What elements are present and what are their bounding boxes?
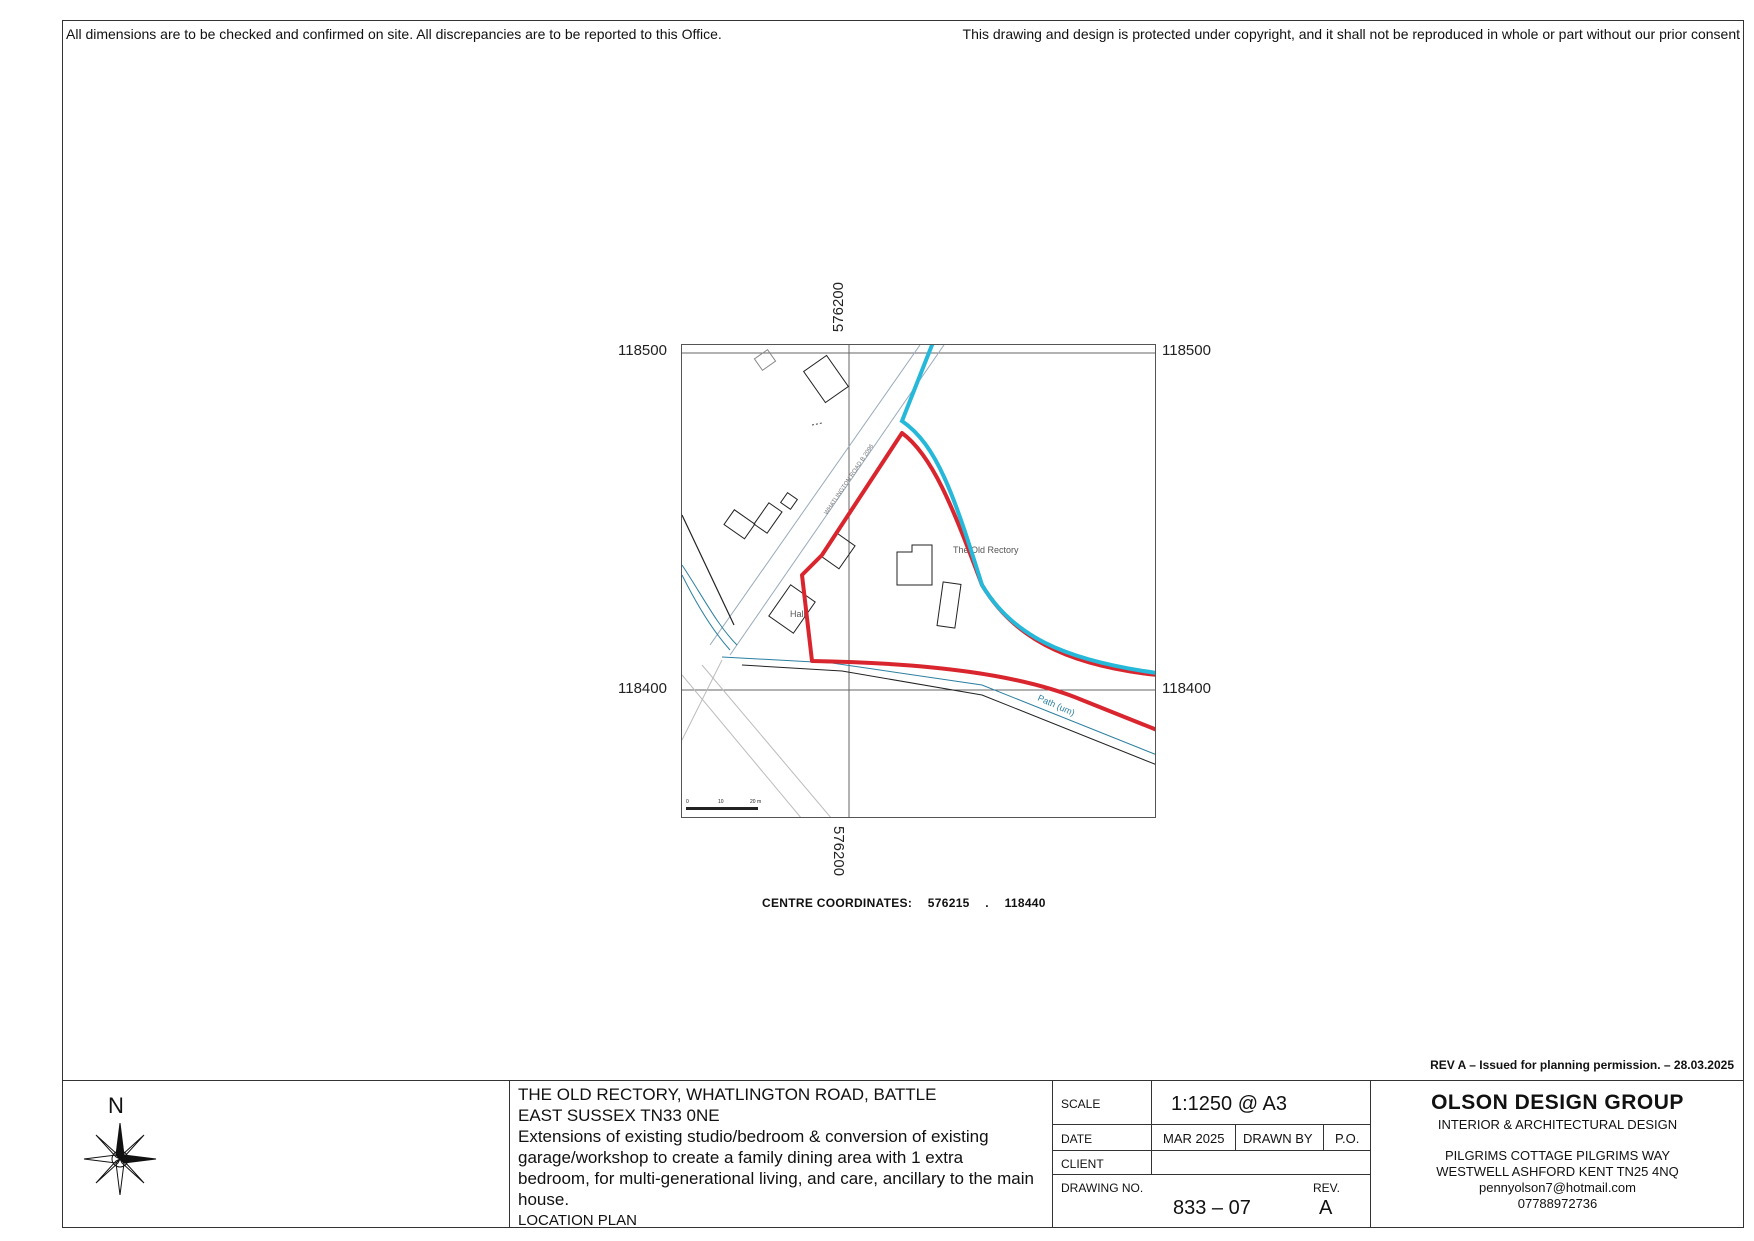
address-line-2: EAST SUSSEX TN33 0NE [518,1106,720,1125]
drawing-no-label: DRAWING NO. [1061,1181,1144,1195]
north-label: N [108,1093,124,1118]
project-description-cell [510,1081,1053,1228]
northing-label-top-left: 118500 [618,342,667,359]
studio-building [937,582,961,628]
lane-line-2 [702,665,832,818]
date-value: MAR 2025 [1163,1131,1225,1146]
office-cell [1371,1081,1744,1228]
copyright-note: This drawing and design is protected under copyright, and it shall not be reproduced in whole or part without our prior consent [962,26,1740,42]
location-map [681,344,1156,818]
building-north-1 [804,355,849,402]
centre-label: CENTRE COORDINATES: [762,896,913,910]
lane-line-1 [682,675,802,818]
stream-line-2 [682,575,730,650]
address-line-1: THE OLD RECTORY, WHATLINGTON ROAD, BATTLE [518,1085,937,1104]
date-label: DATE [1061,1132,1093,1146]
office-email[interactable]: pennyolson7@hotmail.com [1478,1180,1636,1195]
office-address-2: WESTWELL ASHFORD KENT TN25 4NQ [1436,1164,1679,1179]
northing-label-bottom-left: 118400 [618,680,667,697]
map-drawing [682,345,1156,818]
rev-label: REV. [1313,1181,1340,1195]
office-address-1: PILGRIMS COTTAGE PILGRIMS WAY [1444,1148,1671,1163]
path-label: Path (um) [1036,692,1077,718]
scale-bar-tick-20: 20 m [750,799,762,805]
building-west-3 [781,493,798,510]
road-edge-west [710,345,920,645]
revision-note: REV A – Issued for planning permission. – 28.03.2025 [1430,1058,1734,1072]
drawing-number-row [1053,1175,1371,1228]
northing-label-top-right: 118500 [1162,342,1211,359]
north-arrow-cell [62,1081,510,1228]
drawing-no-value: 833 – 07 [1173,1197,1251,1219]
scale-bar [686,807,758,810]
scale-bar-tick-0: 0 [686,799,689,805]
date-row [1053,1125,1371,1151]
centre-easting: 576215 [927,896,970,910]
scale-bar-tick-10: 10 [718,799,724,805]
drawn-by-label: DRAWN BY [1243,1131,1313,1146]
old-rectory-house [897,545,932,585]
title-block [62,1080,1744,1228]
path-line-upper [722,657,1156,755]
compass-rose-icon [82,1121,158,1197]
client-row [1053,1151,1371,1175]
client-label: CLIENT [1061,1157,1104,1171]
ownership-line-blue [902,345,1156,673]
northing-label-bottom-right: 118400 [1162,680,1211,697]
drawing-title: LOCATION PLAN [518,1212,637,1229]
scale-label: SCALE [1061,1097,1101,1111]
old-rectory-label: The Old Rectory [953,545,1019,555]
lane-line-3 [682,660,722,740]
project-description: Extensions of existing studio/bedroom & conversion of existing garage/workshop to create a family dining area with 1 extra bedroom, for multi-generational living, and care, ancillary to the main house. [518,1127,1034,1209]
office-name: OLSON DESIGN GROUP [1431,1091,1684,1114]
scale-value: 1:1250 @ A3 [1171,1093,1287,1115]
steps-mark [812,423,822,425]
hall-label: Hall [790,609,806,619]
drawing-info-cell [1053,1081,1371,1228]
easting-label-top: 576200 [830,282,847,333]
easting-label-bottom: 576200 [830,826,847,877]
drawn-by-value: P.O. [1335,1131,1360,1146]
dimensions-note: All dimensions are to be checked and confirmed on site. All discrepancies are to be reported to this Office. [66,26,722,42]
office-phone: 07788972736 [1517,1196,1598,1211]
office-subtitle: INTERIOR & ARCHITECTURAL DESIGN [1437,1117,1678,1132]
scale-row [1053,1081,1371,1125]
rev-value: A [1319,1197,1333,1219]
road-label: WHATLINGTON ROAD B 2096 [823,443,876,517]
building-west-1 [724,510,755,539]
boundary-line-west [682,515,734,625]
centre-separator: . [985,896,989,910]
stream-line-1 [682,565,737,645]
building-west-2 [754,503,782,533]
centre-northing: 118440 [1004,896,1046,910]
centre-coordinates [762,896,1058,910]
